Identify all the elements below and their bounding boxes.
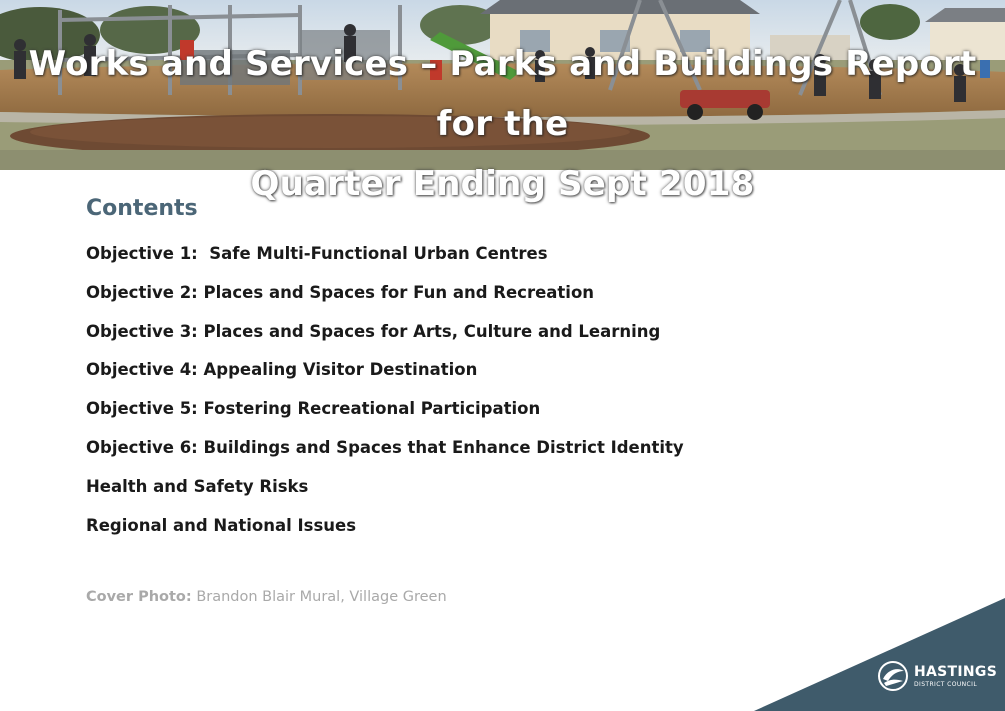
contents-item-objective-5: Objective 5: Fostering Recreational Participation (86, 399, 541, 419)
cover-photo-text: Brandon Blair Mural, Village Green (196, 589, 447, 605)
contents-item-objective-4: Objective 4: Appealing Visitor Destination (86, 360, 478, 380)
logo-name: HASTINGS (914, 664, 998, 680)
hastings-logo-icon (878, 661, 908, 691)
contents-item-health-safety: Health and Safety Risks (86, 476, 309, 496)
contents-item-regional-national: Regional and National Issues (86, 515, 357, 535)
hastings-logo (876, 659, 998, 693)
cover-photo-label: Cover Photo: (86, 589, 192, 605)
report-title-line-1: Works and Services – Parks and Buildings Report for the (28, 44, 977, 144)
contents-item-objective-2: Objective 2: Places and Spaces for Fun and Recreation (86, 282, 595, 302)
contents-heading: Contents (86, 196, 198, 221)
contents-item-objective-3: Objective 3: Places and Spaces for Arts, Culture and Learning (86, 321, 661, 341)
logo-subtitle: DISTRICT COUNCIL (914, 681, 978, 688)
report-title-line-2: Quarter Ending Sept 2018 (250, 164, 755, 204)
contents-item-objective-6: Objective 6: Buildings and Spaces that Enhance District Identity (86, 437, 684, 457)
contents-item-objective-1: Objective 1: Safe Multi-Functional Urban Centres (86, 244, 548, 263)
